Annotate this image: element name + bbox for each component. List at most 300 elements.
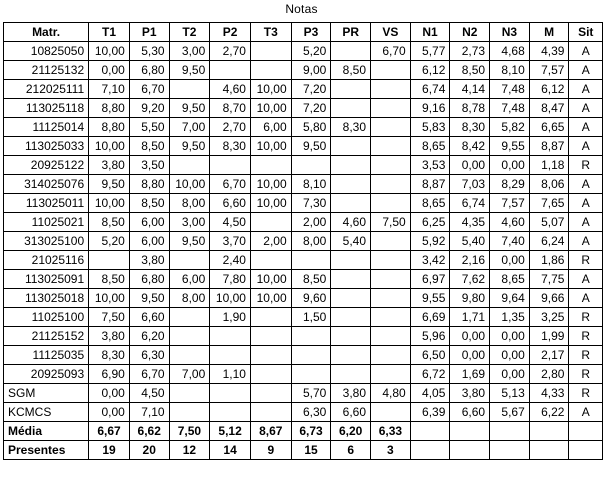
column-header-p2: P2 (210, 23, 251, 42)
cell-grade: 5,92 (410, 232, 450, 251)
cell-grade (371, 308, 411, 327)
summary-cell: 20 (129, 441, 169, 460)
cell-grade: 1,18 (529, 156, 569, 175)
summary-cell: 6,20 (331, 422, 371, 441)
cell-grade (169, 403, 210, 422)
summary-cell: 7,50 (169, 422, 210, 441)
cell-grade: 6,60 (210, 194, 251, 213)
table-row (4, 346, 603, 365)
table-row (4, 327, 603, 346)
cell-grade: 8,30 (210, 137, 251, 156)
cell-grade (210, 403, 251, 422)
cell-matricula: 212025111 (4, 80, 89, 99)
cell-grade: 7,57 (529, 61, 569, 80)
cell-grade: 3,70 (210, 232, 251, 251)
cell-grade: 1,69 (450, 365, 490, 384)
cell-matricula: 20925093 (4, 365, 89, 384)
cell-grade (291, 327, 331, 346)
table-summary-row (4, 422, 603, 441)
cell-grade (250, 251, 291, 270)
cell-grade: 4,05 (410, 384, 450, 403)
summary-cell: 5,12 (210, 422, 251, 441)
cell-grade: 8,06 (529, 175, 569, 194)
cell-grade: 9,16 (410, 99, 450, 118)
cell-grade (169, 156, 210, 175)
cell-grade: 3,00 (169, 42, 210, 61)
cell-grade (250, 327, 291, 346)
cell-matricula: 314025076 (4, 175, 89, 194)
cell-grade: 10,00 (250, 270, 291, 289)
cell-grade: 10,00 (210, 289, 251, 308)
cell-grade: 5,83 (410, 118, 450, 137)
summary-cell (529, 422, 569, 441)
cell-grade: 8,65 (410, 194, 450, 213)
column-header-n1: N1 (410, 23, 450, 42)
cell-grade: 8,50 (450, 61, 490, 80)
cell-grade: 6,50 (410, 346, 450, 365)
cell-grade (291, 346, 331, 365)
cell-grade: 10,00 (250, 137, 291, 156)
table-body (4, 42, 603, 460)
cell-grade: 8,30 (89, 346, 130, 365)
cell-situacao: R (569, 346, 603, 365)
cell-grade (371, 99, 411, 118)
cell-situacao: R (569, 384, 603, 403)
cell-grade: 9,50 (169, 61, 210, 80)
cell-situacao: R (569, 365, 603, 384)
cell-grade (331, 289, 371, 308)
summary-cell (569, 441, 603, 460)
cell-grade: 0,00 (490, 251, 530, 270)
cell-grade: 6,70 (129, 80, 169, 99)
cell-grade: 10,00 (89, 137, 130, 156)
cell-grade: 8,42 (450, 137, 490, 156)
cell-grade: 9,50 (129, 289, 169, 308)
cell-situacao: A (569, 61, 603, 80)
cell-grade: 7,10 (129, 403, 169, 422)
summary-cell: 6,67 (89, 422, 130, 441)
cell-grade: 8,80 (89, 118, 130, 137)
cell-grade (89, 251, 130, 270)
cell-grade (169, 384, 210, 403)
page-title: Notas (285, 2, 318, 16)
cell-situacao: A (569, 232, 603, 251)
column-header-n2: N2 (450, 23, 490, 42)
cell-grade: 4,50 (210, 213, 251, 232)
cell-grade (169, 308, 210, 327)
cell-grade: 6,80 (129, 61, 169, 80)
cell-grade: 5,67 (490, 403, 530, 422)
cell-grade: 10,00 (250, 99, 291, 118)
cell-grade: 5,80 (291, 118, 331, 137)
table-row (4, 213, 603, 232)
cell-grade (250, 61, 291, 80)
cell-grade: 4,35 (450, 213, 490, 232)
cell-grade: 7,50 (89, 308, 130, 327)
cell-matricula: 11025100 (4, 308, 89, 327)
cell-situacao: R (569, 327, 603, 346)
cell-grade: 8,50 (89, 213, 130, 232)
cell-situacao: R (569, 251, 603, 270)
cell-grade: 4,68 (490, 42, 530, 61)
cell-grade: 6,60 (331, 403, 371, 422)
cell-grade (331, 194, 371, 213)
cell-grade (371, 346, 411, 365)
cell-grade: 3,80 (89, 156, 130, 175)
cell-grade: 7,50 (371, 213, 411, 232)
table-row (4, 251, 603, 270)
cell-matricula: 113025011 (4, 194, 89, 213)
cell-grade: 7,10 (89, 80, 130, 99)
column-header-sit: Sit (569, 23, 603, 42)
cell-grade: 7,00 (169, 118, 210, 137)
cell-grade: 8,30 (450, 118, 490, 137)
cell-matricula: 21125152 (4, 327, 89, 346)
summary-cell (490, 422, 530, 441)
cell-situacao: R (569, 156, 603, 175)
cell-grade: 6,70 (210, 175, 251, 194)
cell-grade: 2,73 (450, 42, 490, 61)
cell-grade: 8,87 (529, 137, 569, 156)
cell-situacao: A (569, 118, 603, 137)
table-row (4, 270, 603, 289)
cell-situacao: A (569, 99, 603, 118)
cell-grade (210, 346, 251, 365)
summary-cell: 3 (371, 441, 411, 460)
cell-grade: 2,40 (210, 251, 251, 270)
cell-grade: 8,65 (490, 270, 530, 289)
cell-grade: 5,82 (490, 118, 530, 137)
cell-grade (331, 327, 371, 346)
cell-grade (250, 156, 291, 175)
table-row (4, 61, 603, 80)
cell-grade (291, 251, 331, 270)
cell-grade: 0,00 (450, 327, 490, 346)
table-row (4, 42, 603, 61)
cell-grade: 6,20 (129, 327, 169, 346)
cell-grade: 10,00 (89, 42, 130, 61)
cell-grade: 8,50 (89, 270, 130, 289)
cell-grade: 7,48 (490, 80, 530, 99)
cell-grade (331, 156, 371, 175)
cell-grade: 7,62 (450, 270, 490, 289)
cell-grade: 5,50 (129, 118, 169, 137)
cell-grade (371, 327, 411, 346)
cell-grade: 6,74 (450, 194, 490, 213)
cell-grade: 8,30 (331, 118, 371, 137)
cell-grade: 4,14 (450, 80, 490, 99)
cell-grade: 8,10 (291, 175, 331, 194)
cell-grade: 5,07 (529, 213, 569, 232)
cell-grade (210, 327, 251, 346)
column-header-matr: Matr. (4, 23, 89, 42)
cell-grade: 3,25 (529, 308, 569, 327)
summary-cell: 8,67 (250, 422, 291, 441)
cell-grade: 9,55 (490, 137, 530, 156)
cell-grade: 10,00 (250, 175, 291, 194)
cell-grade (250, 42, 291, 61)
cell-grade: 7,75 (529, 270, 569, 289)
table-row (4, 194, 603, 213)
cell-grade: 2,00 (250, 232, 291, 251)
table-row (4, 80, 603, 99)
cell-grade (291, 156, 331, 175)
cell-grade (250, 308, 291, 327)
cell-grade (371, 61, 411, 80)
cell-grade: 5,40 (450, 232, 490, 251)
table-row (4, 384, 603, 403)
cell-grade (331, 42, 371, 61)
summary-cell (410, 422, 450, 441)
cell-grade: 5,70 (291, 384, 331, 403)
cell-situacao: R (569, 308, 603, 327)
summary-cell: 6,73 (291, 422, 331, 441)
cell-grade: 3,42 (410, 251, 450, 270)
column-header-t2: T2 (169, 23, 210, 42)
cell-grade (169, 346, 210, 365)
column-header-n3: N3 (490, 23, 530, 42)
cell-situacao: A (569, 175, 603, 194)
cell-matricula: KCMCS (4, 403, 89, 422)
cell-grade (371, 137, 411, 156)
cell-grade: 6,25 (410, 213, 450, 232)
table-row (4, 156, 603, 175)
cell-grade: 4,33 (529, 384, 569, 403)
cell-grade (371, 175, 411, 194)
cell-grade (169, 327, 210, 346)
cell-situacao: A (569, 42, 603, 61)
cell-grade (371, 270, 411, 289)
cell-grade: 9,80 (450, 289, 490, 308)
cell-grade: 9,64 (490, 289, 530, 308)
cell-grade (331, 80, 371, 99)
cell-grade: 4,50 (129, 384, 169, 403)
cell-matricula: 20925122 (4, 156, 89, 175)
cell-grade: 0,00 (490, 327, 530, 346)
cell-grade: 3,80 (450, 384, 490, 403)
summary-cell (450, 422, 490, 441)
table-row (4, 99, 603, 118)
cell-grade (250, 213, 291, 232)
summary-cell (410, 441, 450, 460)
cell-grade (331, 270, 371, 289)
cell-grade: 4,39 (529, 42, 569, 61)
cell-grade: 1,99 (529, 327, 569, 346)
cell-grade: 7,30 (291, 194, 331, 213)
cell-grade (169, 80, 210, 99)
cell-matricula: 113025033 (4, 137, 89, 156)
cell-grade: 8,80 (129, 175, 169, 194)
summary-cell (490, 441, 530, 460)
cell-grade: 6,69 (410, 308, 450, 327)
grades-table (3, 22, 603, 460)
cell-grade: 7,80 (210, 270, 251, 289)
cell-grade: 2,00 (291, 213, 331, 232)
cell-grade: 5,20 (89, 232, 130, 251)
cell-matricula: 11125035 (4, 346, 89, 365)
cell-grade: 4,60 (331, 213, 371, 232)
cell-grade: 0,00 (89, 384, 130, 403)
cell-grade: 6,70 (129, 365, 169, 384)
cell-grade: 6,74 (410, 80, 450, 99)
cell-grade: 2,80 (529, 365, 569, 384)
cell-grade (331, 365, 371, 384)
cell-grade (371, 251, 411, 270)
cell-situacao: A (569, 403, 603, 422)
column-header-pr: PR (331, 23, 371, 42)
column-header-t1: T1 (89, 23, 130, 42)
summary-cell: 6,33 (371, 422, 411, 441)
cell-grade (210, 384, 251, 403)
cell-grade: 0,00 (89, 61, 130, 80)
cell-grade: 8,10 (490, 61, 530, 80)
cell-grade: 6,60 (450, 403, 490, 422)
cell-matricula: 11025021 (4, 213, 89, 232)
cell-grade (371, 232, 411, 251)
cell-grade: 8,87 (410, 175, 450, 194)
cell-situacao: A (569, 213, 603, 232)
cell-grade: 8,50 (331, 61, 371, 80)
cell-grade: 3,00 (169, 213, 210, 232)
cell-grade: 10,00 (169, 175, 210, 194)
cell-grade (371, 80, 411, 99)
cell-grade: 3,80 (89, 327, 130, 346)
cell-grade: 2,70 (210, 42, 251, 61)
table-row (4, 118, 603, 137)
cell-grade: 6,60 (129, 308, 169, 327)
cell-grade: 5,13 (490, 384, 530, 403)
grades-table-container (3, 22, 603, 460)
cell-grade: 5,40 (331, 232, 371, 251)
cell-matricula: SGM (4, 384, 89, 403)
column-header-p1: P1 (129, 23, 169, 42)
summary-cell: 6 (331, 441, 371, 460)
cell-grade: 10,00 (250, 80, 291, 99)
cell-grade (371, 289, 411, 308)
summary-cell (529, 441, 569, 460)
cell-grade: 6,00 (169, 270, 210, 289)
summary-cell (569, 422, 603, 441)
cell-grade: 5,20 (291, 42, 331, 61)
cell-grade: 1,35 (490, 308, 530, 327)
summary-cell (450, 441, 490, 460)
cell-grade: 6,90 (89, 365, 130, 384)
cell-grade: 8,00 (169, 289, 210, 308)
cell-grade (250, 384, 291, 403)
cell-grade: 3,80 (331, 384, 371, 403)
table-summary-row (4, 441, 603, 460)
cell-grade: 7,20 (291, 99, 331, 118)
cell-grade: 6,30 (129, 346, 169, 365)
cell-grade: 6,72 (410, 365, 450, 384)
cell-matricula: 313025100 (4, 232, 89, 251)
cell-grade: 9,60 (291, 289, 331, 308)
cell-grade: 8,50 (291, 270, 331, 289)
cell-grade: 6,12 (410, 61, 450, 80)
cell-grade: 8,65 (410, 137, 450, 156)
summary-cell: 6,62 (129, 422, 169, 441)
cell-grade: 0,00 (490, 365, 530, 384)
cell-matricula: 21125132 (4, 61, 89, 80)
cell-grade: 5,77 (410, 42, 450, 61)
cell-grade: 0,00 (89, 403, 130, 422)
cell-grade: 3,50 (129, 156, 169, 175)
summary-cell: 15 (291, 441, 331, 460)
cell-grade (371, 156, 411, 175)
cell-grade: 10,00 (250, 289, 291, 308)
cell-grade: 6,65 (529, 118, 569, 137)
cell-grade: 0,00 (490, 346, 530, 365)
cell-grade: 4,80 (371, 384, 411, 403)
cell-grade: 8,50 (129, 137, 169, 156)
table-row (4, 308, 603, 327)
cell-grade: 8,47 (529, 99, 569, 118)
cell-grade (210, 61, 251, 80)
cell-grade: 1,50 (291, 308, 331, 327)
cell-grade: 3,53 (410, 156, 450, 175)
cell-matricula: 11125014 (4, 118, 89, 137)
summary-cell: 12 (169, 441, 210, 460)
cell-grade: 6,70 (371, 42, 411, 61)
cell-grade: 10,00 (89, 289, 130, 308)
cell-grade: 10,00 (89, 194, 130, 213)
cell-grade: 8,00 (169, 194, 210, 213)
cell-situacao: A (569, 137, 603, 156)
cell-grade: 6,97 (410, 270, 450, 289)
cell-grade: 8,70 (210, 99, 251, 118)
table-row (4, 175, 603, 194)
cell-grade: 9,50 (169, 137, 210, 156)
cell-grade: 9,50 (291, 137, 331, 156)
cell-grade: 2,16 (450, 251, 490, 270)
cell-grade (371, 365, 411, 384)
cell-grade: 7,40 (490, 232, 530, 251)
cell-grade: 8,00 (291, 232, 331, 251)
summary-label: Média (4, 422, 89, 441)
cell-grade (210, 156, 251, 175)
cell-grade: 4,60 (490, 213, 530, 232)
cell-grade (331, 137, 371, 156)
table-row (4, 137, 603, 156)
cell-matricula: 113025118 (4, 99, 89, 118)
cell-grade: 6,22 (529, 403, 569, 422)
cell-grade: 6,00 (129, 213, 169, 232)
cell-grade (331, 346, 371, 365)
cell-grade: 9,50 (89, 175, 130, 194)
column-header-m: M (529, 23, 569, 42)
cell-grade: 6,80 (129, 270, 169, 289)
cell-grade: 7,57 (490, 194, 530, 213)
summary-cell: 14 (210, 441, 251, 460)
cell-grade (371, 403, 411, 422)
cell-grade: 7,20 (291, 80, 331, 99)
cell-grade: 1,90 (210, 308, 251, 327)
cell-matricula: 10825050 (4, 42, 89, 61)
cell-grade: 6,00 (129, 232, 169, 251)
cell-grade: 1,10 (210, 365, 251, 384)
cell-grade: 6,30 (291, 403, 331, 422)
summary-cell: 19 (89, 441, 130, 460)
table-row (4, 403, 603, 422)
cell-grade (291, 365, 331, 384)
cell-grade: 9,55 (410, 289, 450, 308)
cell-grade: 10,00 (250, 194, 291, 213)
cell-grade: 6,00 (250, 118, 291, 137)
cell-grade: 8,50 (129, 194, 169, 213)
cell-situacao: A (569, 289, 603, 308)
cell-grade: 4,60 (210, 80, 251, 99)
cell-grade: 1,71 (450, 308, 490, 327)
